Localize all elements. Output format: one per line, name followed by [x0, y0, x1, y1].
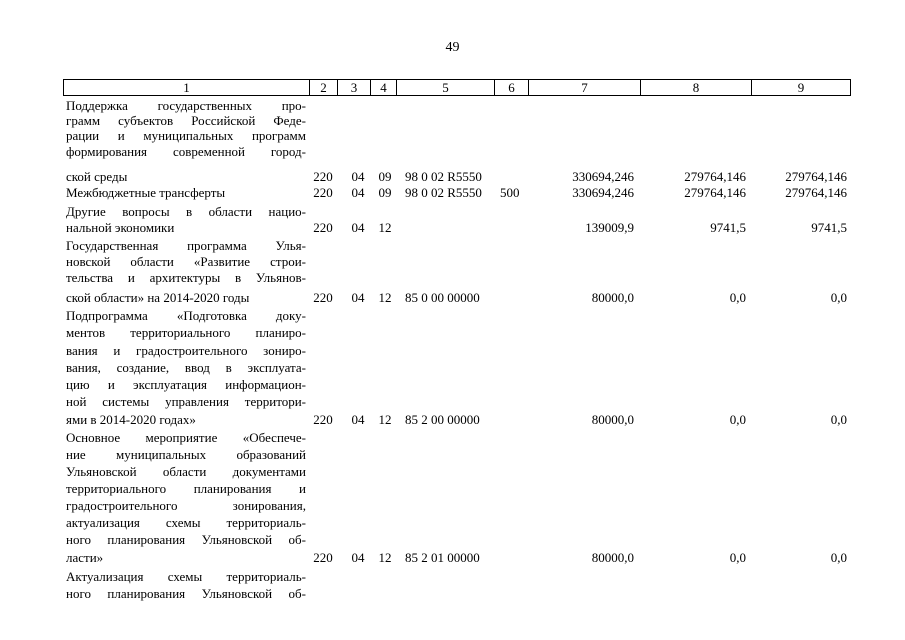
cell-col-8: 0,0: [729, 290, 746, 305]
cell-col-8: 0,0: [729, 412, 746, 427]
row-description-line: ментов территориального планиро-: [66, 325, 306, 340]
cell-col-5: 85 2 01 00000: [405, 550, 480, 565]
row-description-line: рации и муниципальных программ: [66, 128, 306, 143]
cell-col-4: 12: [378, 290, 392, 305]
cell-col-4: 12: [378, 550, 392, 565]
cell-col-7: 80000,0: [591, 412, 634, 427]
header-col-9: 9: [797, 80, 805, 95]
row-description-line: Государственная программа Улья-: [66, 238, 306, 253]
header-col-8: 8: [641, 80, 752, 95]
cell-col-9: 9741,5: [811, 220, 847, 235]
cell-col-5: 98 0 02 R5550: [405, 169, 482, 184]
row-description-line: ной системы управления территори-: [66, 394, 306, 409]
cell-col-4: 12: [378, 220, 392, 235]
cell-col-3: 04: [351, 220, 365, 235]
cell-col-3: 04: [351, 550, 365, 565]
cell-col-4: 09: [378, 185, 392, 200]
cell-col-2: 220: [313, 185, 333, 200]
row-description-line: Подпрограмма «Подготовка доку-: [66, 308, 306, 323]
cell-col-7: 80000,0: [591, 290, 634, 305]
cell-col-3: 04: [351, 185, 365, 200]
cell-col-7: 330694,246: [572, 169, 634, 184]
cell-col-9: 279764,146: [785, 185, 847, 200]
row-description-line: Межбюджетные трансферты: [66, 185, 226, 200]
row-description-line: ской среды: [66, 169, 128, 184]
cell-col-8: 279764,146: [684, 185, 746, 200]
cell-col-5: 98 0 02 R5550: [405, 185, 482, 200]
cell-col-4: 09: [378, 169, 392, 184]
row-description-line: вания и градостроительного зониро-: [66, 343, 306, 358]
cell-col-5: 85 0 00 00000: [405, 290, 480, 305]
cell-col-7: 139009,9: [585, 220, 634, 235]
cell-col-2: 220: [313, 169, 333, 184]
cell-col-2: 220: [313, 550, 333, 565]
header-col-2: 2: [310, 80, 338, 95]
header-col-4: 4: [371, 80, 397, 95]
cell-col-6: 500: [500, 185, 520, 200]
header-col-7: 7: [529, 80, 641, 95]
cell-col-8: 0,0: [729, 550, 746, 565]
cell-col-3: 04: [351, 169, 365, 184]
row-description-line: тельства и архитектуры в Ульянов-: [66, 270, 306, 285]
row-description-line: нальной экономики: [66, 220, 175, 235]
header-col-6: 6: [495, 80, 529, 95]
row-description-line: цию и эксплуатация информацион-: [66, 377, 306, 392]
page-number: 49: [445, 40, 460, 55]
header-col-3: 3: [338, 80, 371, 95]
cell-col-7: 80000,0: [591, 550, 634, 565]
cell-col-8: 279764,146: [684, 169, 746, 184]
cell-col-3: 04: [351, 412, 365, 427]
cell-col-4: 12: [378, 412, 392, 427]
table-header: [63, 79, 851, 96]
row-description-line: Другие вопросы в области нацио-: [66, 204, 306, 219]
cell-col-5: 85 2 00 00000: [405, 412, 480, 427]
cell-col-8: 9741,5: [710, 220, 746, 235]
cell-col-3: 04: [351, 290, 365, 305]
row-description-line: Основное мероприятие «Обеспече-: [66, 430, 306, 445]
row-description-line: градостроительного зонирования,: [66, 498, 306, 513]
row-description-line: ного планирования Ульяновской об-: [66, 532, 306, 547]
row-description-line: ями в 2014-2020 годах»: [66, 412, 196, 427]
row-description-line: Ульяновской области документами: [66, 464, 306, 479]
row-description-line: формирования современной город-: [66, 144, 306, 159]
cell-col-9: 0,0: [830, 550, 847, 565]
cell-col-2: 220: [313, 220, 333, 235]
row-description-line: грамм субъектов Российской Феде-: [66, 113, 306, 128]
header-col-5: 5: [397, 80, 495, 95]
cell-col-9: 279764,146: [785, 169, 847, 184]
cell-col-9: 0,0: [830, 290, 847, 305]
row-description-line: актуализация схемы территориаль-: [66, 515, 306, 530]
cell-col-2: 220: [313, 412, 333, 427]
cell-col-2: 220: [313, 290, 333, 305]
row-description-line: территориального планирования и: [66, 481, 306, 496]
row-description-line: ской области» на 2014-2020 годы: [66, 290, 250, 305]
cell-col-9: 0,0: [830, 412, 847, 427]
row-description-line: вания, создание, ввод в эксплуата-: [66, 360, 306, 375]
row-description-line: ного планирования Ульяновской об-: [66, 586, 306, 601]
row-description-line: новской области «Развитие строи-: [66, 254, 306, 269]
row-description-line: ние муниципальных образований: [66, 447, 306, 462]
row-description-line: Актуализация схемы территориаль-: [66, 569, 306, 584]
row-description-line: ласти»: [66, 550, 104, 565]
cell-col-7: 330694,246: [572, 185, 634, 200]
header-col-1: 1: [64, 80, 310, 95]
row-description-line: Поддержка государственных про-: [66, 98, 306, 113]
